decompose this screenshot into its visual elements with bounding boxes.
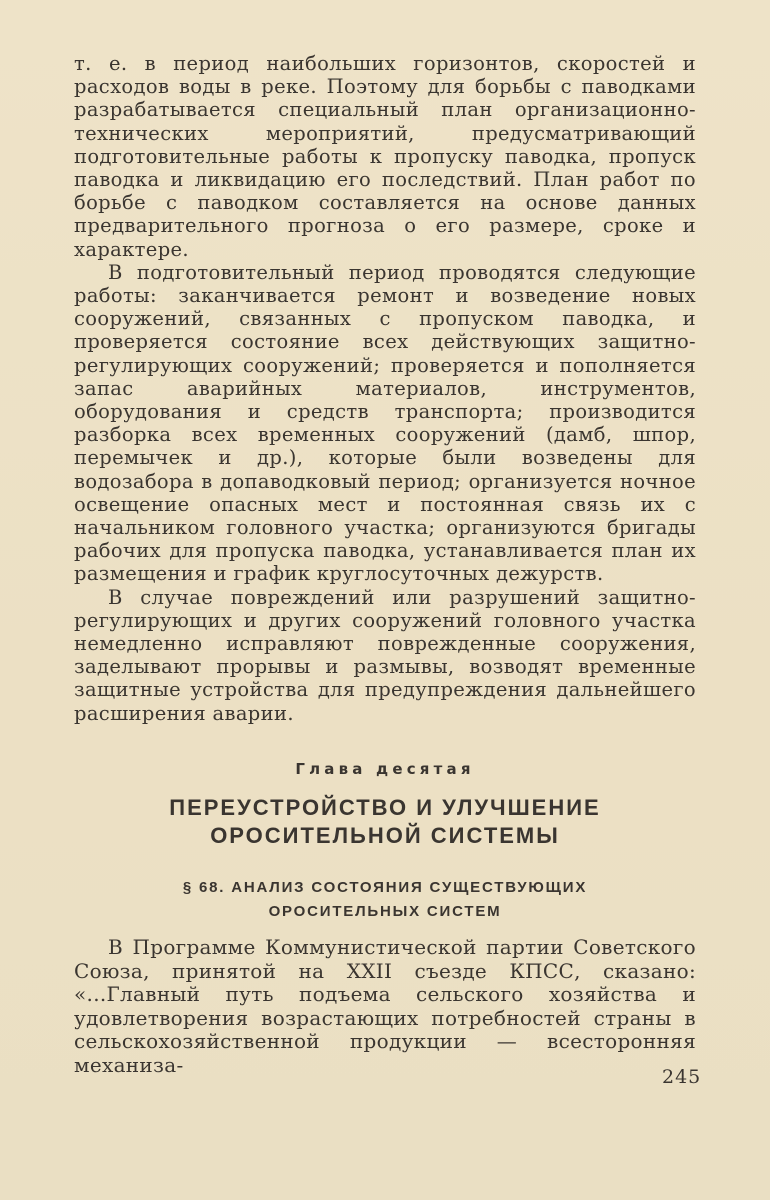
chapter-label: Глава десятая <box>295 760 475 778</box>
bottom-text-block <box>74 936 696 1077</box>
chapter-title <box>0 794 770 850</box>
section-heading-line-2: ОРОСИТЕЛЬНЫХ СИСТЕМ <box>268 903 502 920</box>
chapter-title-line-1: ПЕРЕУСТРОЙСТВО И УЛУЧШЕНИЕ <box>169 795 601 820</box>
chapter-title-line-2: ОРОСИТЕЛЬНОЙ СИСТЕМЫ <box>210 823 560 848</box>
section-heading <box>0 876 770 924</box>
paragraph-party-program: В Программе Коммунистической партии Советского Союза, принятой на XXII съезде КПСС, сказано: «...Главный путь подъема сельского хозяйства и удовлетворения возрастающих потребностей страны в сельскохозяйственной продукции — всесторонняя механиза- <box>74 935 696 1077</box>
page-number: 245 <box>662 1066 702 1088</box>
top-text-block <box>74 52 696 725</box>
section-heading-line-1: § 68. АНАЛИЗ СОСТОЯНИЯ СУЩЕСТВУЮЩИХ <box>182 879 588 896</box>
paragraph-preparatory-works: В подготовительный период проводятся следующие работы: заканчивается ремонт и возведение новых сооружений, связанных с пропуском паводка, и проверяется состояние всех действующих защитно-регулирующих сооружений; проверяется и пополняется запас аварийных материалов, инструментов, оборудования и средств транспорта; производится разборка всех временных сооружений (дамб, шпор, перемычек и др.), которые были возведены для водозабора в допаводковый период; организуется ночное освещение опасных мест и постоянная связь их с начальником головного участка; организуются бригады рабочих для пропуска паводка, устанавливается план их размещения и график круглосуточных дежурств. <box>74 260 696 586</box>
paragraph-flood-plan: т. е. в период наибольших горизонтов, скоростей и расходов воды в реке. Поэтому для борьбы с паводками разрабатывается специальный план организационно-технических мероприятий, предусматривающий подготовительные работы к пропуску паводка, пропуск паводка и ликвидацию его последствий. План работ по борьбе с паводком составляется на основе данных предварительного прогноза о его размере, сроке и характере. <box>74 52 696 261</box>
paragraph-damage-repair: В случае повреждений или разрушений защитно-регулирующих и других сооружений головного участка немедленно исправляют поврежденные сооружения, заделывают прорывы и размывы, возводят временные защитные устройства для предупреждения дальнейшего расширения аварии. <box>74 585 696 725</box>
